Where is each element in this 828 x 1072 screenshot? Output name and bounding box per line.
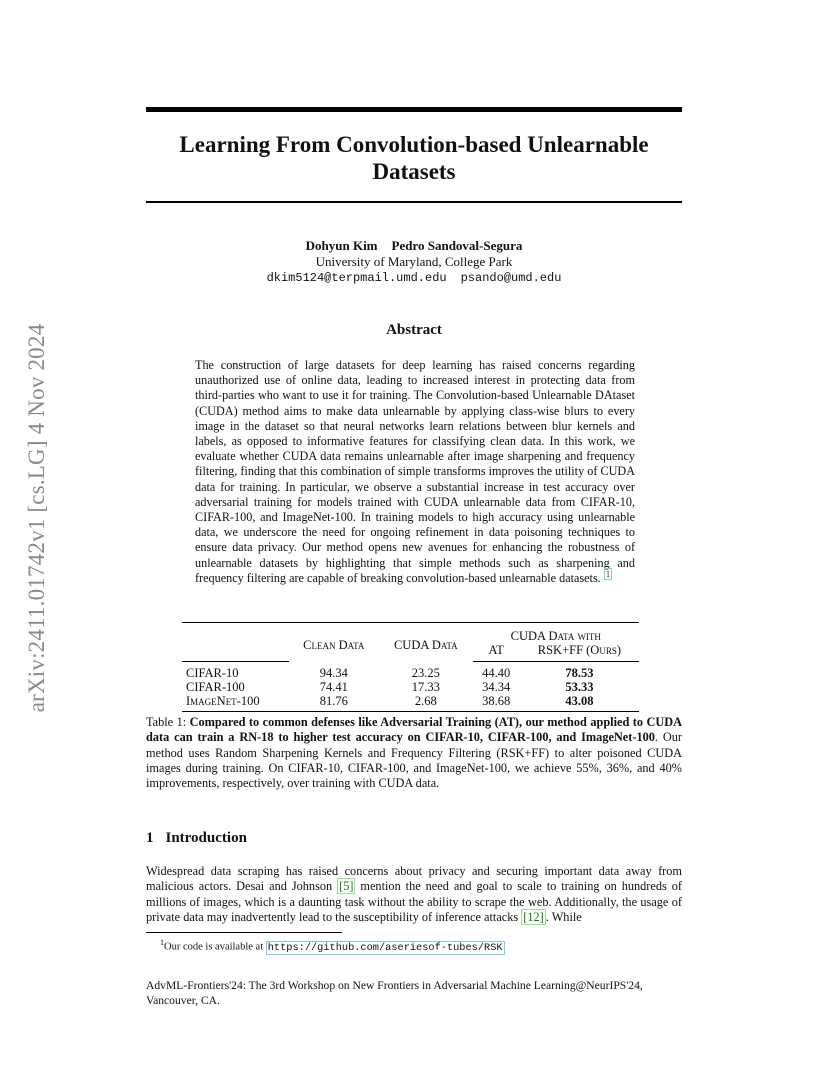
paper-title: Learning From Convolution-based Unlearnable Datasets — [179, 132, 649, 184]
footnote-link[interactable]: 1 — [605, 568, 611, 579]
intro-text: mention the need and goal to scale to training on hundreds of millions of images, which is a daunting task without the ability to scrape the web. Additionally, the usage of private data may inadvertently lead to the susceptibility of inference attacks — [146, 879, 682, 924]
section-number: 1 — [146, 830, 154, 846]
author-block — [146, 238, 682, 286]
caption-label: Table 1: — [146, 715, 187, 729]
author-emails — [146, 270, 682, 286]
author-name: Pedro Sandoval-Segura — [391, 238, 523, 253]
abstract-heading: Abstract — [386, 322, 442, 338]
header-blank — [182, 623, 289, 644]
clean-cell: 94.34 — [319, 665, 348, 680]
footnote-text: Our code is available at — [164, 941, 266, 953]
rsk-cell: 53.33 — [565, 680, 594, 694]
arxiv-id: arXiv:2411.01742v1 [cs.LG] 4 Nov 2024 — [24, 323, 49, 713]
title-bottom-rule — [146, 201, 682, 203]
dataset-cell: ImageNet-100 — [182, 694, 289, 712]
email-address: dkim5124@terpmail.umd.edu — [266, 271, 447, 285]
intro-text: . While — [545, 909, 582, 924]
clean-cell: 81.76 — [289, 694, 379, 712]
citation-link[interactable]: [12] — [523, 909, 544, 924]
table-row — [182, 694, 639, 712]
abstract-text: The construction of large datasets for deep learning has raised concerns regarding unauthorized use of online data, leading to increased interest in protecting data from third-parties who want to use it for training. The Convolution-based Unlearnable DAtaset (CUDA) method aims to make data unlearnable by applying class-wise blurs to every image in the dataset so that neural networks learn relations between blur kernels and labels, as opposed to informative features for classifying clean data. In this work, we evaluate whether CUDA data remains unlearnable after image sharpening and frequency filtering, finding that this combination of simple transforms improves the utility of CUDA data for training. In particular, we observe a substantial increase in test accuracy over adversarial training for models trained with CUDA unlearnable data from CIFAR-10, CIFAR-100, and ImageNet-100. In training models to high accuracy using unlearnable data, we underscore the need for ongoing refinement in data poisoning techniques to ensure data privacy. Our method opens new avenues for enhancing the robustness of unlearnable datasets by highlighting that simple methods such as sharpening and frequency filtering are capable of breaking convolution-based unlearnable datasets. — [195, 358, 635, 585]
author-names — [146, 238, 682, 254]
header-clean-data: Clean Data — [289, 623, 379, 662]
at-cell: 38.68 — [473, 694, 520, 712]
table-row — [182, 662, 639, 681]
table-caption — [146, 715, 682, 791]
footnote-number: 1 — [160, 938, 164, 947]
header-rsk-ff: RSK+FF (Ours) — [520, 643, 639, 662]
code-url-link[interactable]: https://github.com/aseriesof-tubes/RSK — [267, 941, 503, 954]
table-row — [182, 680, 639, 694]
footnote — [160, 936, 505, 955]
abstract-body — [195, 358, 635, 586]
introduction-body — [146, 864, 682, 925]
at-cell: 44.40 — [482, 666, 511, 680]
section-title: Introduction — [165, 830, 247, 846]
venue-note: AdvML-Frontiers'24: The 3rd Workshop on New Frontiers in Adversarial Machine Learning@NeurIPS'24, Vancouver, CA. — [146, 979, 643, 1007]
caption-text: . Our method uses Random Sharpening Kernels and Frequency Filtering (RSK+FF) to alter poisoned CUDA images during training. On CIFAR-10, CIFAR-100, and ImageNet-100, we achieve 55%, 36%, and 40% improvements, respectively, over training with CUDA data. — [146, 730, 682, 791]
cuda-cell: 2.68 — [379, 694, 473, 712]
at-cell: 34.34 — [482, 680, 511, 694]
author-name: Dohyun Kim — [305, 238, 378, 253]
email-address: psando@umd.edu — [460, 271, 562, 285]
arxiv-stamp — [20, 287, 54, 749]
cuda-cell: 23.25 — [411, 665, 440, 680]
citation-link[interactable]: [5] — [339, 879, 354, 894]
header-cuda-data: CUDA Data — [379, 623, 473, 662]
intro-text: Widespread data scraping has raised concerns about privacy and securing important data away from malicious actors. Desai and Johnson — [146, 864, 682, 894]
title-top-rule — [146, 107, 682, 112]
dataset-cell: CIFAR-100 — [186, 680, 245, 694]
rsk-cell: 43.08 — [520, 694, 639, 712]
section-heading — [146, 830, 247, 847]
footnote-rule — [146, 932, 342, 933]
dataset-cell: CIFAR-10 — [186, 666, 239, 680]
clean-cell: 74.41 — [319, 680, 348, 694]
caption-bold-text: Compared to common defenses like Adversarial Training (AT), our method applied to CUDA data can train a RN-18 to higher test accuracy on CIFAR-10, CIFAR-100, and ImageNet-100 — [146, 715, 682, 745]
affiliation: University of Maryland, College Park — [315, 254, 513, 269]
header-blank — [182, 643, 289, 662]
header-cuda-data-with: CUDA Data with — [473, 623, 639, 644]
rsk-cell: 78.53 — [565, 666, 594, 680]
results-table — [182, 622, 639, 712]
header-at: AT — [473, 643, 520, 662]
cuda-cell: 17.33 — [411, 680, 440, 694]
